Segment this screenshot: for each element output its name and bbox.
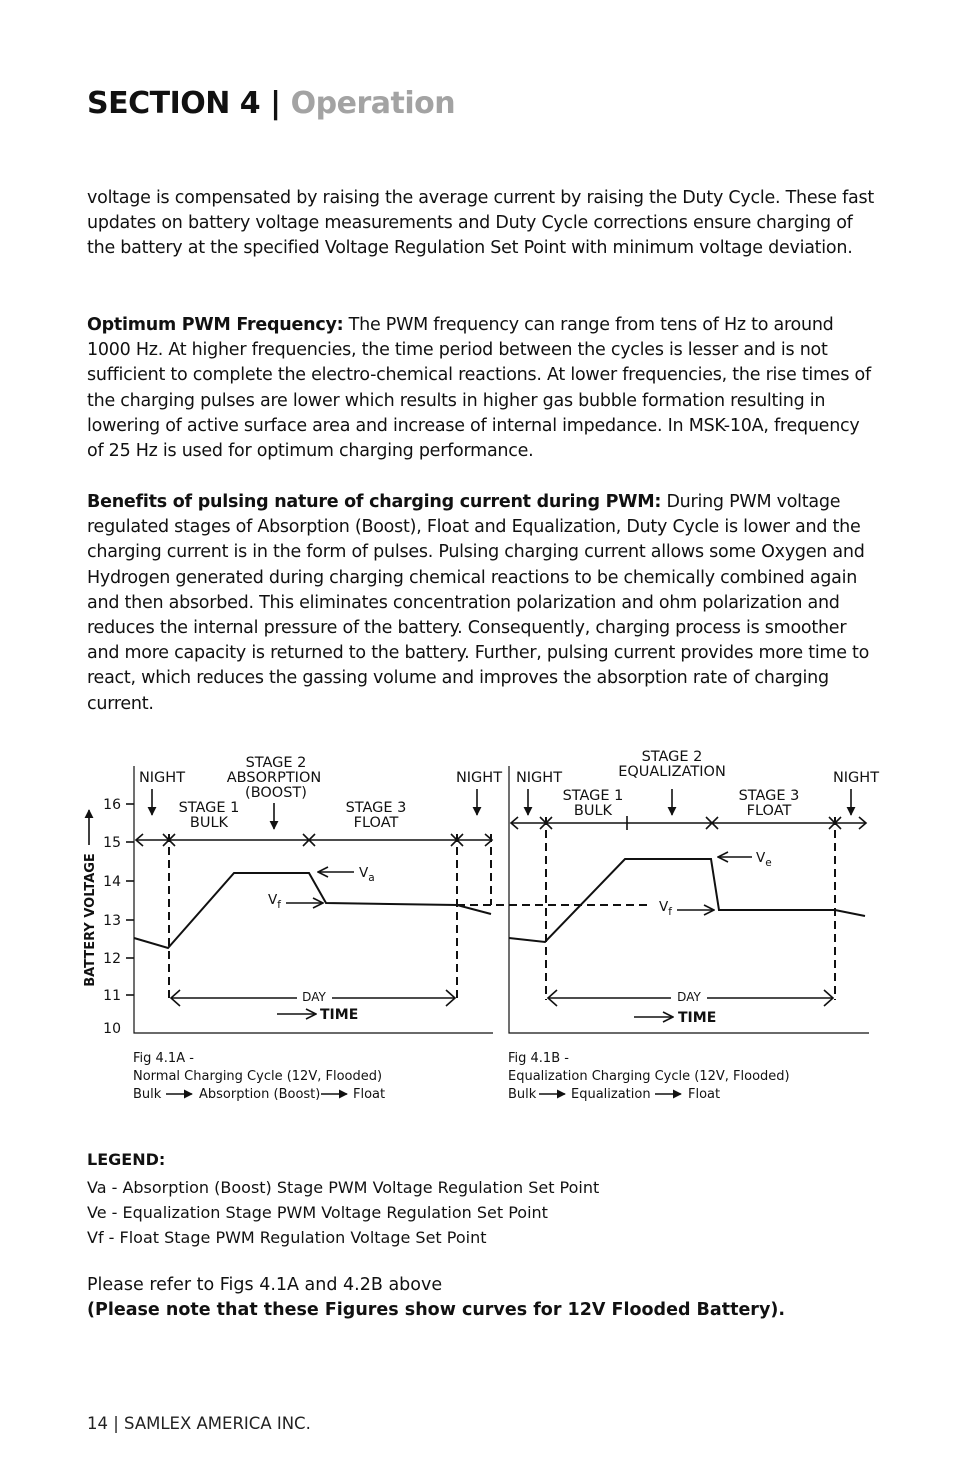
fig-a-caption-line2: Normal Charging Cycle (12V, Flooded)	[133, 1069, 383, 1084]
fig-b-stage2-line2: EQUALIZATION	[618, 764, 726, 780]
fig-b-flow-step: Equalization	[571, 1087, 651, 1102]
fig-a-day-boundaries	[169, 834, 491, 1000]
paragraph-pwm-frequency-text: The PWM frequency can range from tens of Hz to around 1000 Hz. At higher frequencies, the time period between the cycles is lesser and is not sufficient to complete the electro-chemical reactions. At lower frequencies, the rise times of the charging pulses are lower which results in higher gas bubble formation resulting in lowering of active surface area and increase of internal impedance. In MSK-10A, frequency of 25 Hz is used for optimum charging performance.	[87, 315, 871, 462]
fig-a-stage1-line2: BULK	[189, 815, 229, 831]
legend-item: Va - Absorption (Boost) Stage PWM Voltage Regulation Set Point	[87, 1178, 600, 1197]
y-tick-marks	[126, 804, 134, 995]
y-tick-label: 15	[103, 835, 121, 851]
legend-item: Ve - Equalization Stage PWM Voltage Regulation Set Point	[87, 1203, 548, 1222]
fig-a-stage2-line3: (BOOST)	[245, 785, 307, 801]
fig-a-stage3-line1: STAGE 3	[345, 800, 407, 816]
fig-a-stage-spans	[136, 834, 492, 846]
section-title: Operation	[290, 86, 456, 121]
fig-a-night-right: NIGHT	[455, 770, 503, 786]
fig-a-day-label: DAY	[302, 990, 326, 1004]
fig-b-ve-label: $V_e$	[756, 850, 772, 869]
fig-a-caption-line1: Fig 4.1A -	[133, 1051, 194, 1066]
page-title	[87, 86, 455, 121]
fig-a-night-left: NIGHT	[138, 770, 186, 786]
legend-title: LEGEND:	[87, 1150, 166, 1169]
fig-b-stage3-line1: STAGE 3	[738, 788, 800, 804]
legend-list	[87, 1175, 599, 1250]
paragraph-pulsing-benefits-label: Benefits of pulsing nature of charging current during PWM:	[87, 492, 662, 512]
section-number: SECTION 4	[87, 86, 261, 121]
fig-a-time-label: TIME	[320, 1007, 359, 1023]
figure-reference-note: Please refer to Figs 4.1A and 4.2B above	[87, 1275, 443, 1295]
paragraph-pwm-frequency-label: Optimum PWM Frequency:	[87, 315, 344, 335]
fig-b-stage2-line1: STAGE 2	[641, 749, 703, 765]
y-tick-label: 14	[103, 874, 121, 890]
y-tick-label: 10	[103, 1021, 121, 1037]
fig-b-caption-line1: Fig 4.1B -	[508, 1051, 569, 1066]
fig-a-flow-step: Bulk	[133, 1087, 162, 1102]
fig-a-flow-step: Float	[353, 1087, 386, 1102]
fig-a-stage1-line1: STAGE 1	[178, 800, 240, 816]
y-tick-label: 16	[103, 797, 121, 813]
paragraph-intro	[87, 186, 877, 262]
paragraph-intro-text: voltage is compensated by raising the average current by raising the Duty Cycle. These fast updates on battery voltage measurements and Duty Cycle corrections ensure charging of the battery at the specified Voltage Regulation Set Point with minimum voltage deviation.	[87, 188, 874, 259]
fig-a-vf-label: $V_f$	[268, 892, 281, 911]
fig-a-voltage-curve	[134, 873, 491, 948]
figure-b	[508, 749, 879, 1102]
fig-a-flow-step: Absorption (Boost)	[199, 1087, 321, 1102]
fig-b-flow-step: Bulk	[508, 1087, 537, 1102]
fig-b-caption-line2: Equalization Charging Cycle (12V, Flooded)	[508, 1069, 790, 1084]
figure-a	[133, 755, 502, 1102]
paragraph-pulsing-benefits-text: During PWM voltage regulated stages of Absorption (Boost), Float and Equalization, Duty Cycle is lower and the charging current is in the form of pulses. Pulsing charging current allows some Oxygen and Hydrogen generated during charging chemical reactions to be chemically combined again and then absorbed. This eliminates concentration polarization and ohm polarization and reduces the internal pressure of the battery. Consequently, charging process is smoother and more capacity is returned to the battery. Further, pulsing current provides more time to react, which reduces the gassing volume and improves the absorption rate of charging current.	[87, 492, 870, 714]
y-tick-label: 11	[103, 988, 121, 1004]
fig-b-time-label: TIME	[678, 1010, 717, 1026]
fig-b-day-label: DAY	[677, 990, 701, 1004]
title-separator: |	[270, 86, 281, 121]
y-tick-label: 12	[103, 951, 121, 967]
fig-b-day-boundaries	[546, 817, 835, 1000]
paragraph-pwm-frequency	[87, 313, 877, 464]
page-footer: 14 | SAMLEX AMERICA INC.	[87, 1414, 311, 1433]
y-tick-label: 13	[103, 913, 121, 929]
paragraph-pulsing-benefits	[87, 490, 877, 717]
fig-b-flow-step: Float	[688, 1087, 721, 1102]
fig-b-stage-spans	[511, 816, 866, 830]
fig-b-voltage-curve	[509, 859, 865, 942]
fig-a-stage3-line2: FLOAT	[353, 815, 399, 831]
fig-a-va-label: $V_a$	[359, 865, 375, 884]
charging-cycle-figures	[0, 740, 954, 1120]
flooded-battery-note: (Please note that these Figures show curves for 12V Flooded Battery).	[87, 1300, 785, 1320]
fig-a-stage2-line2: ABSORPTION	[226, 770, 322, 786]
fig-b-stage3-line2: FLOAT	[746, 803, 792, 819]
fig-b-night-right: NIGHT	[832, 770, 880, 786]
fig-b-night-left: NIGHT	[515, 770, 563, 786]
fig-b-stage1-line1: STAGE 1	[562, 788, 624, 804]
fig-b-vf-label: $V_f$	[659, 899, 672, 918]
legend-item: Vf - Float Stage PWM Regulation Voltage Set Point	[87, 1228, 487, 1247]
fig-a-stage2-line1: STAGE 2	[245, 755, 307, 771]
fig-b-stage1-line2: BULK	[573, 803, 613, 819]
y-axis-label: BATTERY VOLTAGE	[83, 853, 98, 987]
